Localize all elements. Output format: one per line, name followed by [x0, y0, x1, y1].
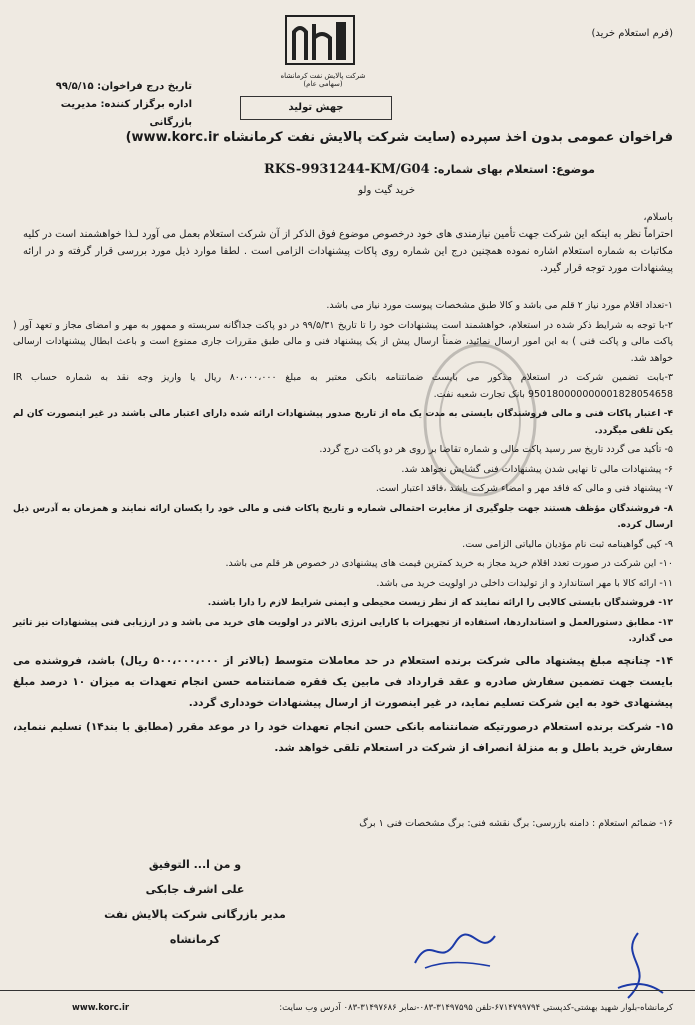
condition-item: ۲-با توجه به شرایط ذکر شده در استعلام، خواهشمند است پیشنهادات خود را تا تاریخ ۹۹/۵/۳۱ در دو پاکت جداگانه سربسته و ممهور به مهر و امضای مجاز و تعهد آور ( پاکت مالی و پاکت فنی ) به این امور ارسال نمائید، ضمناً ارسال پیش از یک پیشنهاد فنی و مالی طبق مقررات جاری ممنوع است و باعث ابطال پیشنهادات ارسالی خواهد شد.: [13, 319, 673, 364]
company-logo: [284, 14, 356, 66]
subject-description: خرید گیت ولو: [358, 185, 415, 196]
condition-item: ۱۱- ارائه کالا با مهر استاندارد و از تولیدات داخلی در اولویت خرید می باشد.: [376, 577, 673, 589]
condition-item: ۹- کپی گواهینامه ثبت نام مؤدیان مالیاتی الزامی ست.: [462, 538, 673, 550]
footer-address: کرمانشاه-بلوار شهید بهشتی-کدپستی ۶۷۱۴۷۹۹۷۹۴-تلفن ۳۱۴۹۷۵۹۵-۰۸۳-نمابر ۳۱۴۹۷۶۸۶-۰۸۳ آدرس وب سایت:: [279, 1003, 673, 1013]
release-date: تاریخ درج فراخوان: ۹۹/۵/۱۵: [55, 81, 192, 92]
subject-code: RKS-9931244-KM/G04: [263, 162, 430, 177]
form-label: (فرم استعلام خرید): [591, 28, 673, 39]
condition-item: ۳-بابت تضمین شرکت در استعلام مذکور می بایست ضمانتنامه بانکی معتبر به مبلغ ۸۰،۰۰۰،۰۰۰ ریال یا واریز وجه نقد به شماره حساب IR 950180000000001828054658 بانک تجارت شعبه نفت.: [13, 372, 673, 400]
condition-item: ۵- تأکید می گردد تاریخ سر رسید پاکت مالی و شماره تقاضا بر روی هر دو پاکت درج گردد.: [319, 444, 673, 455]
meta-info: [22, 78, 192, 132]
signature: [410, 928, 500, 973]
subject-prefix: موضوع: استعلام بهای شماره:: [433, 163, 595, 176]
condition-item: ۱-تعداد اقلام مورد نیاز ۲ قلم می باشد و کالا طبق مشخصات پیوست مورد نیاز می باشد.: [326, 300, 673, 311]
conditions-list: [13, 298, 673, 762]
condition-item: ۱۲- فروشندگان بایستی کالایی را ارائه نمایند که از نظر زیست محیطی و ایمنی شرایط لازم را دارا باشند.: [207, 598, 673, 608]
greeting: باسلام،: [643, 212, 673, 223]
condition-item: ۱۵- شرکت برنده استعلام درصورتیکه ضمانتنامه بانکی حسن انجام تعهدات خود را در موعد مقرر (مطابق با بند۱۴) تسلیم ننماید، سفارش خرید باطل و به منزلۀ انصراف از شرکت در استعلام تلقی خواهد شد.: [13, 720, 673, 754]
company-name: شرکت پالایش نفت کرمانشاه (سهامی عام): [280, 72, 366, 88]
footer-website: www.korc.ir: [72, 1003, 130, 1013]
subject-line: [35, 162, 595, 177]
condition-item: ۴- اعتبار پاکات فنی و مالی فروشندگان بایستی به مدت یک ماه از تاریخ صدور پیشنهادات ارائه شده دارای اعتبار مالی باشند در غیر اینصورت کان لم یکن تلقی میگردد.: [13, 409, 673, 436]
condition-item: ۸- فروشندگان مؤظف هستند جهت جلوگیری از مغایرت احتمالی شماره و تاریخ پاکات فنی و مالی خود را یکسان ارائه نمایند و همزمان به آدرس ذیل ارسال کرده.: [13, 503, 673, 530]
condition-item: ۱۴- چنانچه مبلغ پیشنهاد مالی شرکت برنده استعلام در حد معاملات متوسط (بالاتر از ۵۰۰،۰۰۰،۰۰۰ ریال) باشد، فروشنده می بایست جهت تضمین سفارش صادره و عقد قرارداد فی مابین یک فقره ضمانتنامه حسن انجام تعهدات به میزان ۱۰ درصد مبلغ پیشنهادی خود به این شرکت تسلیم نماید، در غیر اینصورت از ارسال پیشنهادات خودداری گردد.: [13, 654, 673, 709]
condition-item: ۱۳- مطابق دستورالعمل و استانداردها، استفاده از تجهیزات با کارایی انرژی بالاتر در اولویت های خرید می باشد و در ارزیابی فنی پیشنهادات نیز تاثیر می گذارد.: [13, 617, 673, 644]
attachments-line: ۱۶- ضمائم استعلام : دامنه بازرسی: برگ نقشه فنی: برگ مشخصات فنی ۱ برگ: [359, 818, 673, 829]
document-title: فراخوان عمومی بدون اخذ سپرده (سایت شرکت پالایش نفت کرمانشاه www.korc.ir): [125, 130, 673, 145]
signatory-name: علی اشرف جابکی: [145, 883, 245, 896]
department-box: جهش تولید: [240, 96, 392, 120]
condition-item: ۶- پیشنهادات مالی تا نهایی شدن پیشنهادات فنی گشایش نخواهد شد.: [401, 463, 673, 475]
condition-item: ۱۰- این شرکت در صورت تعدد اقلام خرید مجاز به خرید کمترین قیمت های پیشنهادی در خصوص هر قلم می باشد.: [225, 558, 673, 569]
condition-item: ۷- پیشنهاد فنی و مالی که فاقد مهر و امضاء شرکت باشد ،فاقد اعتبار است.: [375, 483, 673, 494]
closing-phrase: و من ا... التوفیق: [148, 858, 242, 871]
signatory-title: مدیر بازرگانی شرکت پالایش نفت کرمانشاه: [104, 908, 286, 946]
intro-paragraph: احتراماً نظر به اینکه این شرکت جهت تأمین نیازمندی های خود درخصوص موضوع فوق الذکر از آن شرکت استعلام بعمل می آورد لـذا خواهشمند است در کلیه مکاتبات به شماره استعلام اشاره نموده همچنین درج این شماره روی پاکات پیشنهادات الزامی است . لطفا موارد ذیل مورد بررسی قرار گرفته و در ارائه پیشنهادات مورد توجه قرار گیرد.: [23, 229, 673, 274]
closing-block: [95, 852, 295, 952]
organizer: اداره برگزار کننده: مدیریت بازرگانی: [60, 99, 192, 128]
